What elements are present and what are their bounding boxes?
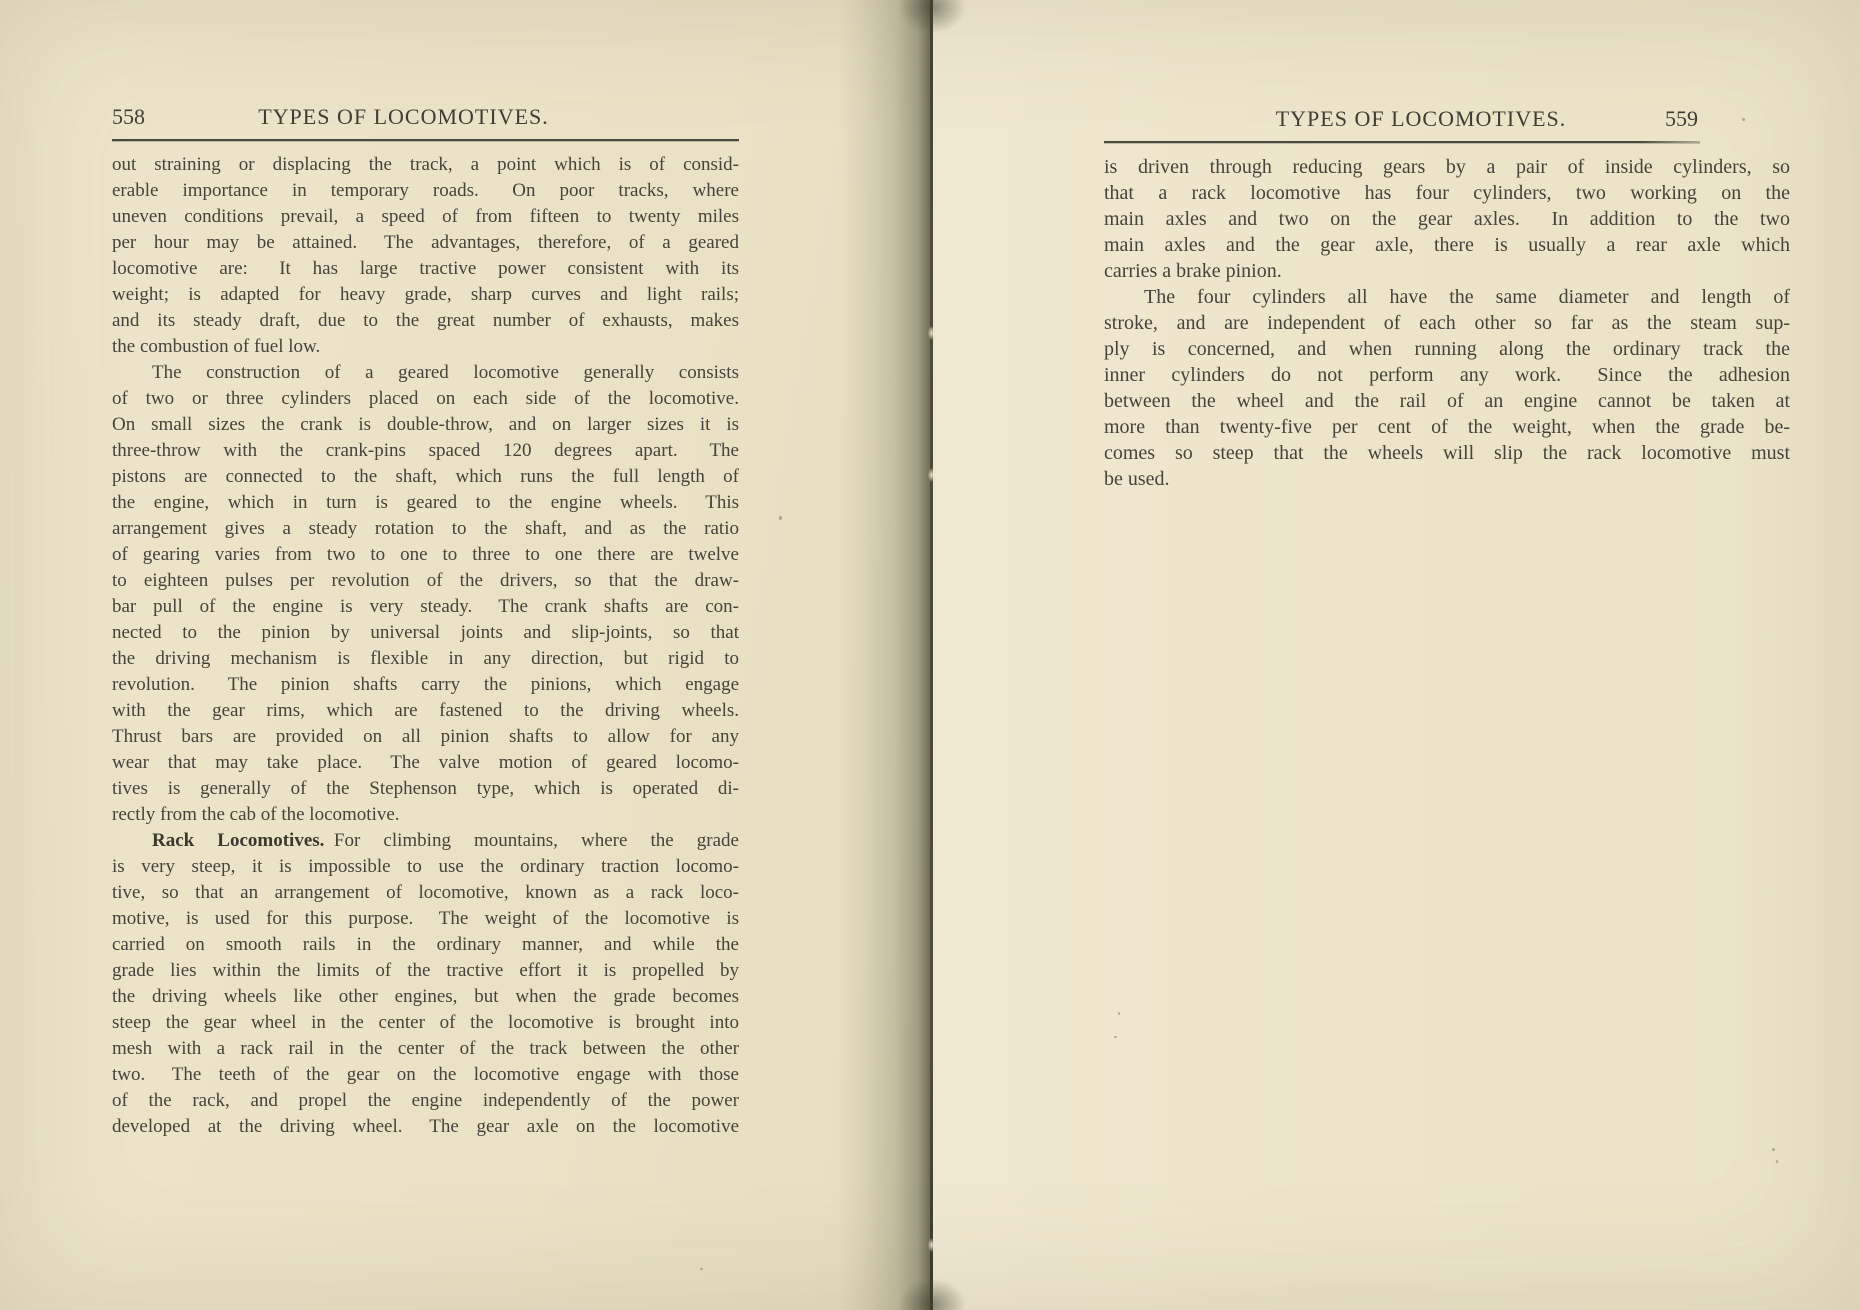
text-line: is very steep, it is impossible to use the ordinary traction locomo-: [112, 856, 739, 877]
paper-speck: [1776, 1160, 1778, 1163]
text-line: On small sizes the crank is double-throw, and on larger sizes it is: [112, 414, 739, 435]
text-line: more than twenty-five per cent of the weight, when the grade be-: [1104, 416, 1790, 438]
running-title-right: TYPES OF LOCOMOTIVES.: [1275, 106, 1567, 131]
text-line: and its steady draft, due to the great number of exhausts, makes: [112, 310, 739, 331]
paper-speck: [1772, 1148, 1775, 1151]
text-line: mesh with a rack rail in the center of the track between the other: [112, 1038, 739, 1059]
text-line: developed at the driving wheel. The gear axle on the locomotive: [112, 1116, 739, 1137]
paper-speck: [1118, 1012, 1120, 1015]
text-line: Thrust bars are provided on all pinion shafts to allow for any: [112, 726, 739, 747]
fold-paper-glint: [928, 468, 935, 482]
page-header-right: [1104, 104, 1698, 136]
header-rule-right: [1104, 141, 1700, 143]
page-number-right: 559: [1665, 106, 1698, 131]
paragraph-bold-lead: Rack Locomotives.: [152, 830, 325, 851]
text-line: revolution. The pinion shafts carry the pinions, which engage: [112, 674, 739, 695]
text-line: two. The teeth of the gear on the locomotive engage with those: [112, 1064, 739, 1085]
fold-paper-glint: [928, 1238, 935, 1252]
text-line: that a rack locomotive has four cylinders, two working on the: [1104, 182, 1790, 204]
paper-speck: [700, 1268, 703, 1270]
body-text-left: [112, 152, 739, 1140]
text-line: The construction of a geared locomotive generally consists: [152, 362, 739, 383]
text-line: main axles and two on the gear axles. In addition to the two: [1104, 208, 1790, 230]
text-line: be used.: [1104, 468, 1170, 490]
text-line: comes so steep that the wheels will slip the rack locomotive must: [1104, 442, 1790, 464]
page-header-left: [112, 102, 739, 134]
text-line: grade lies within the limits of the tractive effort it is propelled by: [112, 960, 739, 981]
text-line: with the gear rims, which are fastened to the driving wheels.: [112, 700, 739, 721]
text-line: arrangement gives a steady rotation to the shaft, and as the ratio: [112, 518, 739, 539]
page-number-left: 558: [112, 104, 145, 129]
text-line: the driving wheels like other engines, but when the grade becomes: [112, 986, 739, 1007]
text-line: of two or three cylinders placed on each side of the locomotive.: [112, 388, 739, 409]
text-line: locomotive are: It has large tractive power consistent with its: [112, 258, 739, 279]
text-line: weight; is adapted for heavy grade, sharp curves and light rails;: [112, 284, 739, 305]
text-line: three-throw with the crank-pins spaced 120 degrees apart. The: [112, 440, 739, 461]
text-line: inner cylinders do not perform any work. Since the adhesion: [1104, 364, 1790, 386]
running-title-left: TYPES OF LOCOMOTIVES.: [258, 104, 549, 129]
text-line: is driven through reducing gears by a pair of inside cylinders, so: [1104, 156, 1790, 178]
text-line: uneven conditions prevail, a speed of from fifteen to twenty miles: [112, 206, 739, 227]
text-line: nected to the pinion by universal joints and slip-joints, so that: [112, 622, 739, 643]
text-line: the driving mechanism is flexible in any direction, but rigid to: [112, 648, 739, 669]
text-line: pistons are connected to the shaft, which runs the full length of: [112, 466, 739, 487]
text-line: wear that may take place. The valve motion of geared locomo-: [112, 752, 739, 773]
text-line: the combustion of fuel low.: [112, 336, 321, 357]
paper-speck: [1742, 118, 1745, 121]
text-line: stroke, and are independent of each other so far as the steam sup-: [1104, 312, 1790, 334]
text-line: tives is generally of the Stephenson type, which is operated di-: [112, 778, 739, 799]
body-text-right: [1104, 154, 1790, 492]
text-line: to eighteen pulses per revolution of the drivers, so that the draw-: [112, 570, 739, 591]
text-line: carries a brake pinion.: [1104, 260, 1282, 282]
text-line: between the wheel and the rail of an engine cannot be taken at: [1104, 390, 1790, 412]
paper-speck: [1114, 1036, 1117, 1038]
text-line: bar pull of the engine is very steady. The crank shafts are con-: [112, 596, 739, 617]
header-rule-left: [112, 139, 739, 141]
gutter-fold-line: [930, 0, 933, 1310]
text-line: ply is concerned, and when running along the ordinary track the: [1104, 338, 1790, 360]
text-line: steep the gear wheel in the center of the locomotive is brought into: [112, 1012, 739, 1033]
text-line: out straining or displacing the track, a point which is of consid-: [112, 154, 739, 175]
fold-paper-glint: [928, 326, 935, 340]
text-line: tive, so that an arrangement of locomotive, known as a rack loco-: [112, 882, 739, 903]
text-line: of gearing varies from two to one to three to one there are twelve: [112, 544, 739, 565]
text-line: The four cylinders all have the same diameter and length of: [1144, 286, 1790, 308]
text-line: main axles and the gear axle, there is usually a rear axle which: [1104, 234, 1790, 256]
paper-speck: [779, 516, 782, 520]
text-line: per hour may be attained. The advantages, therefore, of a geared: [112, 232, 739, 253]
text-line: of the rack, and propel the engine independently of the power: [112, 1090, 739, 1111]
text-line: carried on smooth rails in the ordinary manner, and while the: [112, 934, 739, 955]
text-line: rectly from the cab of the locomotive.: [112, 804, 400, 825]
text-line: erable importance in temporary roads. On poor tracks, where: [112, 180, 739, 201]
text-line: motive, is used for this purpose. The weight of the locomotive is: [112, 908, 739, 929]
text-line: the engine, which in turn is geared to the engine wheels. This: [112, 492, 739, 513]
text-line: Rack Locomotives. For climbing mountains, where the grade: [152, 830, 739, 851]
